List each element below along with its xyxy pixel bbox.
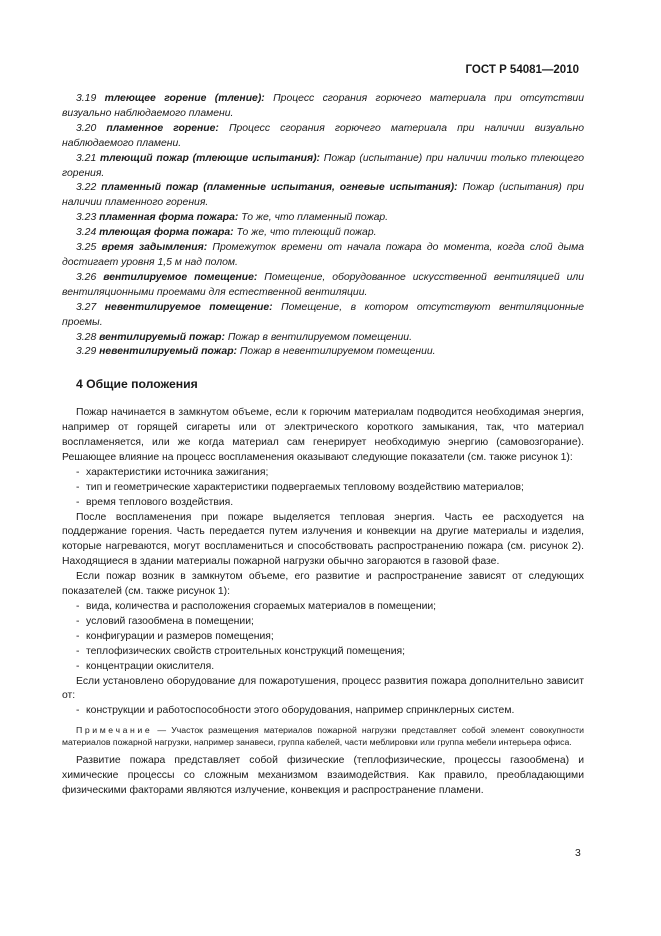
term-definition: Помещение, в котором отсутствуют вентиляционные проемы. <box>62 301 584 328</box>
list-item: - теплофизических свойств строительных конструкций помещения; <box>76 645 406 657</box>
list-item: - вида, количества и расположения сгораемых материалов в помещении; <box>76 601 437 612</box>
term-name: пламенный пожар (пламенные испытания, огневые испытания): <box>101 182 458 194</box>
standard-number: ГОСТ Р 54081—2010 <box>465 64 579 76</box>
term-entry <box>62 92 584 122</box>
list-item: - концентрации окислителя. <box>76 660 215 672</box>
section-title: 4 Общие положения <box>76 377 198 392</box>
document-body <box>62 92 584 799</box>
list-item: - тип и геометрические характеристики подвергаемых тепловому воздействию материалов; <box>76 481 524 493</box>
term-entry <box>62 271 584 301</box>
term-entry <box>62 181 584 211</box>
list-item: - конструкции и работоспособности этого оборудования, например спринклерных систем. <box>76 705 515 717</box>
term-definition: То же, что пламенный пожар. <box>238 212 389 224</box>
note-text: — Участок размещения материалов пожарной нагрузки представляет собой элемент совокупности материалов пожарной нагрузки, например занавеси, группа кабелей, части меблировки или группа мебели интерьера офиса. <box>62 725 584 747</box>
list-item: - характеристики источника зажигания; <box>76 466 269 478</box>
term-definition: Процесс сгорания горючего материала при наличии визуально наблюдаемого пламени. <box>62 122 584 149</box>
term-definition: Помещение, оборудованное искусственной вентиляцией или вентиляционными проемами для естественной вентиляции. <box>62 271 584 298</box>
term-number: 3.26 <box>76 271 97 283</box>
term-name: пламенная форма пожара: <box>99 212 239 224</box>
ignition-factors-list <box>62 466 584 511</box>
term-number: 3.24 <box>76 227 97 239</box>
term-entry <box>62 152 584 182</box>
term-number: 3.22 <box>76 182 97 194</box>
paragraph-physics: Развитие пожара представляет собой физические (теплофизические, процессы газообмена) и химические процессы со сложным механизмом взаимодействия. Как правило, преобладающими физическими факторами являются излучение, конвекция и распространение пламени. <box>62 755 584 797</box>
paragraph-extinguishing: Если установлено оборудование для пожаротушения, процесс развития пожара дополнительно зависит от: <box>62 675 584 702</box>
term-name: пламенное горение: <box>106 122 219 134</box>
term-entry <box>62 241 584 271</box>
term-number: 3.19 <box>76 93 97 104</box>
term-definition: Промежуток времени от начала пожара до момента, когда слой дыма достигает уровня 1,5 м над полом. <box>62 242 585 268</box>
term-name: тлеющее горение (тление): <box>104 93 265 104</box>
term-definition: Процесс сгорания горючего материала при отсутствии визуально наблюдаемого пламени. <box>62 93 584 119</box>
term-definition: Пожар (испытания) при наличии пламенного горения. <box>62 182 584 209</box>
page-number: 3 <box>575 848 581 859</box>
term-name: время задымления: <box>101 242 208 254</box>
term-number: 3.23 <box>76 212 97 224</box>
term-name: тлеющая форма пожара: <box>99 227 234 239</box>
note <box>62 725 584 748</box>
term-definition: Пожар в вентилируемом помещении. <box>224 331 412 343</box>
term-entry <box>62 211 584 226</box>
term-name: невентилируемое помещение: <box>104 301 273 313</box>
term-name: вентилируемый пожар: <box>99 331 225 343</box>
term-name: вентилируемое помещение: <box>103 271 258 283</box>
term-number: 3.27 <box>76 301 97 313</box>
term-number: 3.20 <box>76 122 97 134</box>
term-entry <box>62 345 584 360</box>
paragraph-ignition: Пожар начинается в замкнутом объеме, если к горючим материалам подводится необходимая энергия, например от горящей сигареты или от электрического короткого замыкания, так, что материал воспламеняется, или же когда материал сам генерирует необходимую энергию (самовозгорание). Решающее влияние на процесс воспламенения оказывают следующие показатели (см. также рисунок 1): <box>62 407 584 463</box>
term-name: невентилируемый пожар: <box>99 346 237 358</box>
list-item: - конфигурации и размеров помещения; <box>76 630 274 642</box>
term-entry <box>62 226 584 241</box>
term-name: тлеющий пожар (тлеющие испытания): <box>100 152 320 164</box>
term-number: 3.25 <box>76 242 97 254</box>
paragraph-heat-release: После воспламенения при пожаре выделяется тепловая энергия. Часть ее расходуется на поддержание горения. Часть передается путем излучения и конвекции на другие материалы и изделия, которые нагреваются, могут воспламениться и способствовать распространению пожара (см. рисунок 2). Находящиеся в здании материалы пожарной нагрузки обычно загораются в газовой фазе. <box>62 511 584 568</box>
term-entry <box>62 301 584 331</box>
term-entry <box>62 331 584 346</box>
term-number: 3.29 <box>76 346 97 358</box>
term-definition: Пожар (испытание) при наличии только тлеющего горения. <box>62 152 585 179</box>
extinguishing-list <box>62 704 584 719</box>
paragraph-fire-development: Если пожар возник в замкнутом объеме, его развитие и распространение зависят от следующих показателей (см. также рисунок 1): <box>62 571 584 598</box>
terms-list <box>62 92 584 360</box>
list-item: - время теплового воздействия. <box>76 496 234 508</box>
development-factors-list <box>62 600 584 675</box>
note-label: Примечание <box>76 725 153 736</box>
term-number: 3.28 <box>76 331 97 343</box>
term-definition: То же, что тлеющий пожар. <box>233 227 377 239</box>
term-number: 3.21 <box>76 152 97 164</box>
list-item: - условий газообмена в помещении; <box>76 615 254 627</box>
term-definition: Пожар в невентилируемом помещении. <box>237 346 436 358</box>
term-entry <box>62 122 584 152</box>
